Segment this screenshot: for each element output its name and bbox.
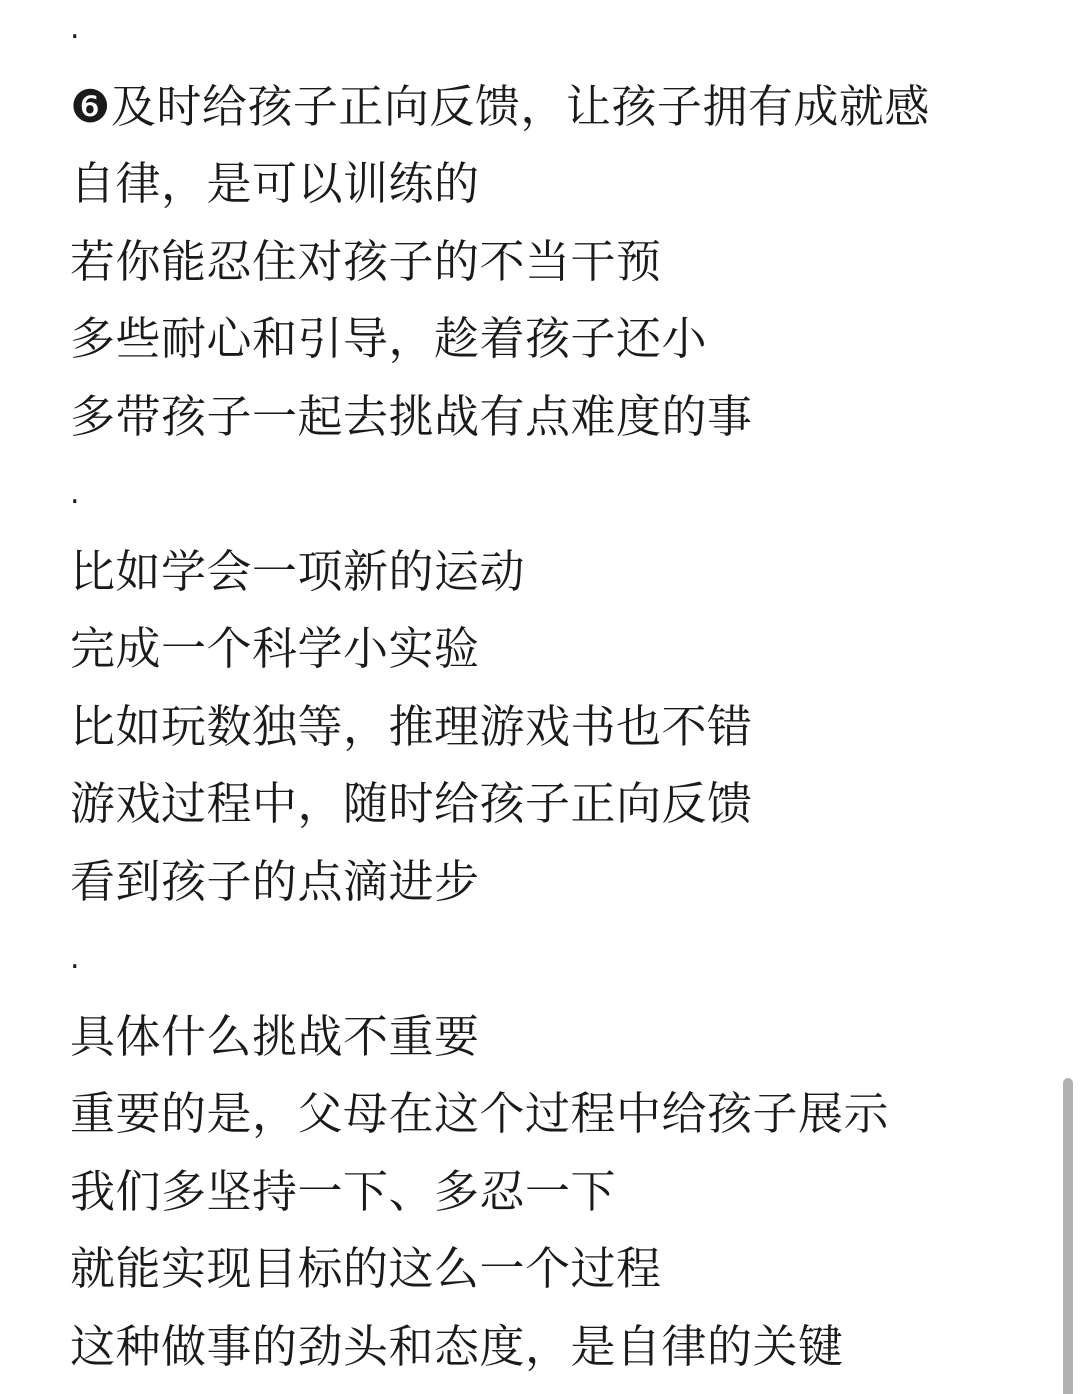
text-line: 我们多坚持一下、多忍一下	[70, 1164, 617, 1218]
separator-dot: .	[70, 941, 81, 976]
scrollbar-thumb[interactable]	[1063, 1078, 1073, 1394]
separator-dot: .	[70, 476, 81, 511]
vertical-scrollbar[interactable]	[1058, 0, 1080, 1394]
text-line: 自律，是可以训练的	[70, 157, 480, 210]
text-line: 多带孩子一起去挑战有点难度的事	[70, 389, 753, 443]
text-line: 就能实现目标的这么一个过程	[70, 1242, 662, 1295]
text-line: 比如学会一项新的运动	[70, 544, 526, 598]
text-line: ❻及时给孩子正向反馈，让孩子拥有成就感	[70, 79, 930, 133]
text-line: 看到孩子的点滴进步	[70, 854, 480, 908]
text-line: 多些耐心和引导，趁着孩子还小	[70, 312, 708, 365]
text-line: 若你能忍住对孩子的不当干预	[70, 234, 662, 288]
text-line: 重要的是，父母在这个过程中给孩子展示	[70, 1087, 890, 1140]
note-body	[70, 0, 1030, 1385]
text-line: 比如玩数独等，推理游戏书也不错	[70, 699, 753, 753]
separator-dot: .	[70, 11, 81, 46]
text-line: 游戏过程中，随时给孩子正向反馈	[70, 777, 753, 830]
text-line: 完成一个科学小实验	[70, 622, 480, 675]
text-line: 这种做事的劲头和态度，是自律的关键	[70, 1319, 844, 1373]
text-line: 具体什么挑战不重要	[70, 1009, 480, 1063]
